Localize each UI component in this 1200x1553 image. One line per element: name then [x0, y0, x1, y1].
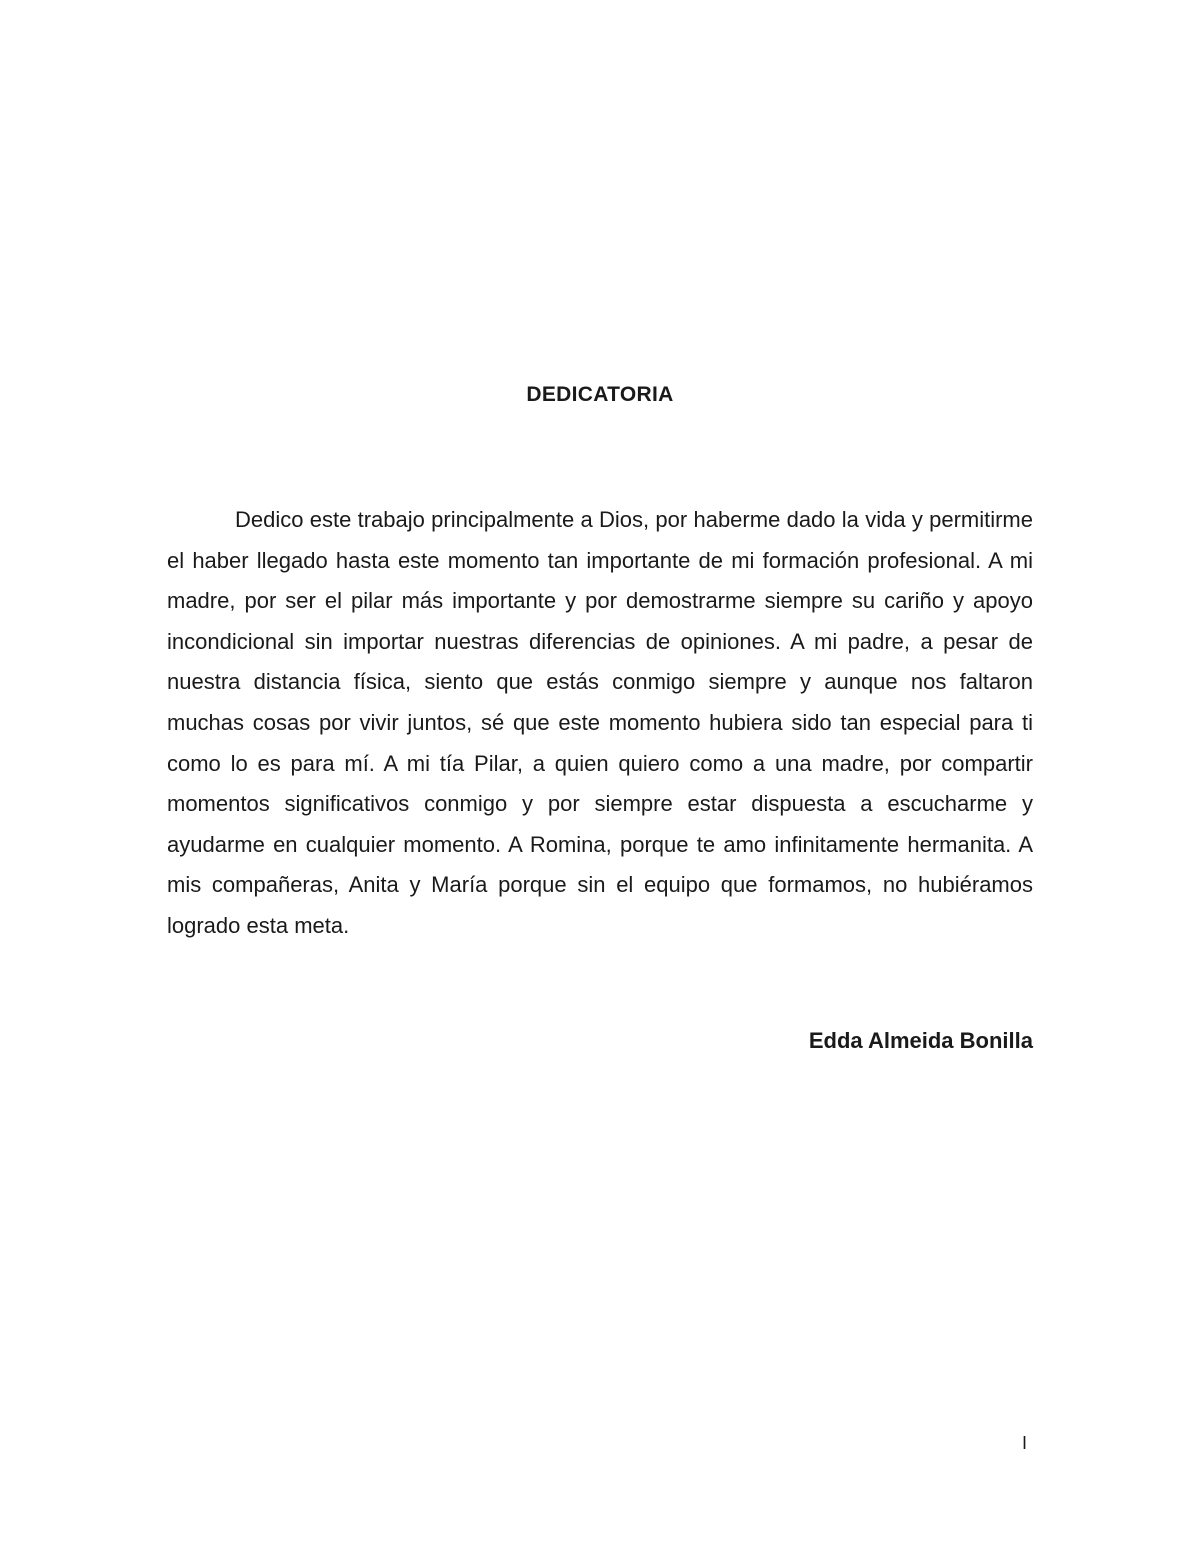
author-signature: Edda Almeida Bonilla — [808, 1028, 1033, 1053]
page-number: I — [1022, 1433, 1028, 1453]
page-title: DEDICATORIA — [526, 383, 674, 406]
dedication-paragraph: Dedico este trabajo principalmente a Dios, por haberme dado la vida y permitirme el haber llegado hasta este momento tan importante de mi formación profesional. A mi madre, por ser el pilar más importante y por demostrarme siempre su cariño y apoyo incondicional sin importar nuestras diferencias de opiniones. A mi padre, a pesar de nuestra distancia física, siento que estás conmigo siempre y aunque nos faltaron muchas cosas por vivir juntos, sé que este momento hubiera sido tan especial para ti como lo es para mí. A mi tía Pilar, a quien quiero como a una madre, por compartir momentos significativos conmigo y por siempre estar dispuesta a escucharme y ayudarme en cualquier momento. A Romina, porque te amo infinitamente hermanita. A mis compañeras, Anita y María porque sin el equipo que formamos, no hubiéramos logrado esta meta. — [167, 507, 1033, 938]
